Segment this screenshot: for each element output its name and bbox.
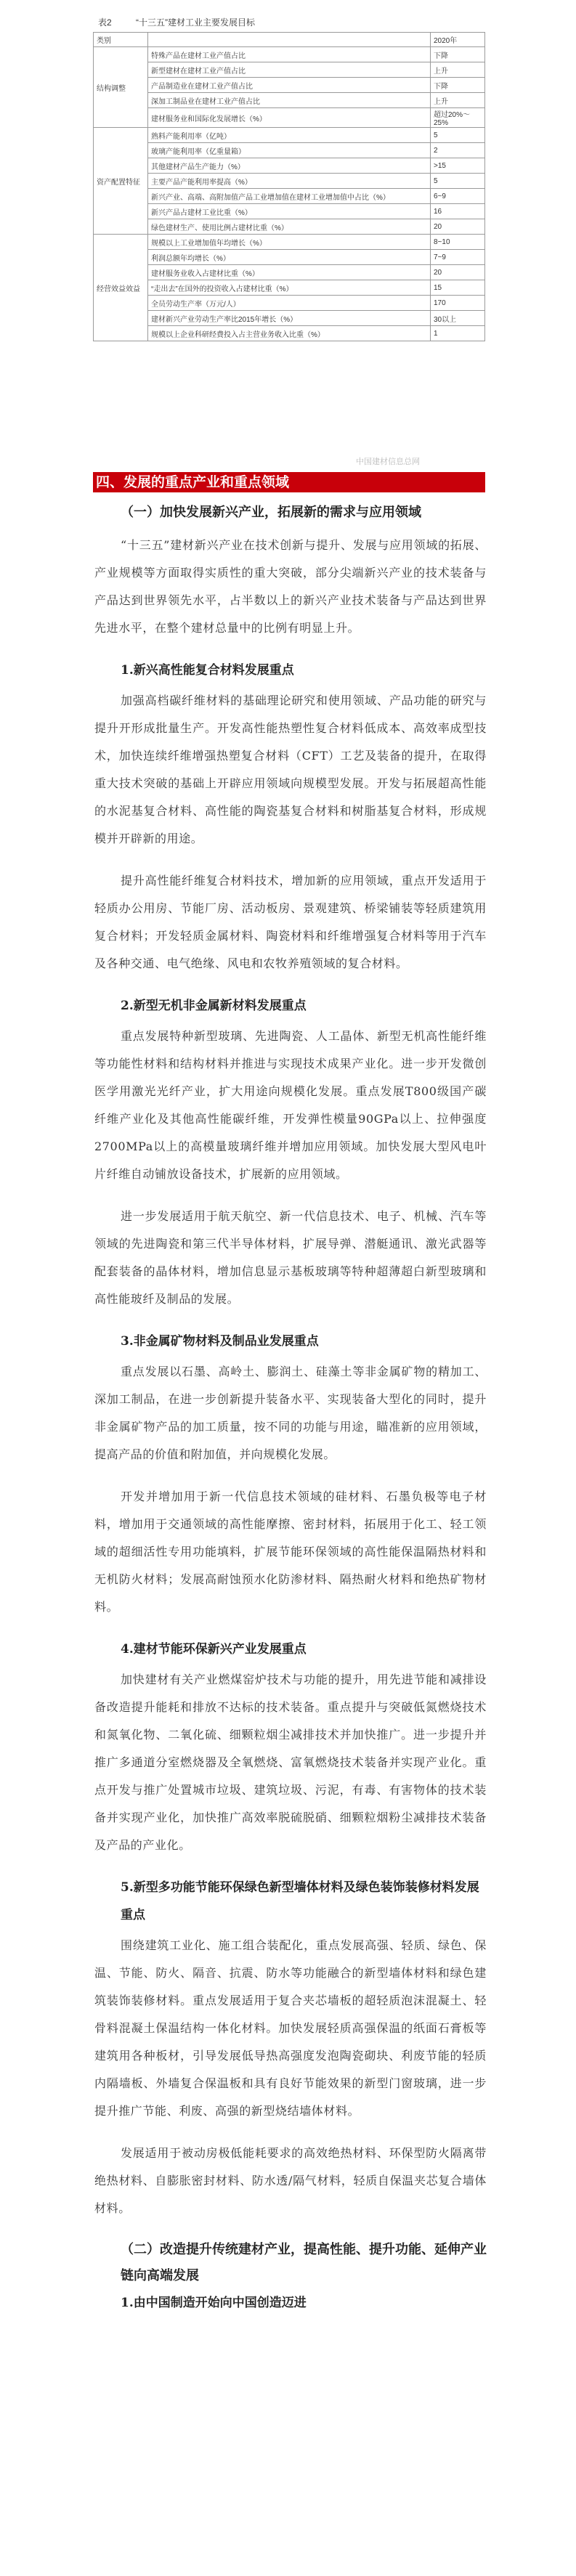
watermark-text: 中国建材信息总网 (356, 458, 420, 466)
paragraph: 进一步发展适用于航天航空、新一代信息技术、电子、机械、汽车等领域的先进陶瓷和第三代半导体材料，扩展导弹、潜艇通讯、激光武器等配套装备的晶体材料，增加信息显示基板玻璃等特种超薄超白新型玻璃和高性能玻纤及制品的发展。 (94, 1209, 487, 1306)
table-indicator-cell: 特殊产品在建材工业产值占比 (148, 47, 431, 62)
table-indicator-cell: 玻璃产能利用率（亿重量箱） (148, 143, 431, 158)
table-row (94, 78, 485, 93)
article-body (94, 500, 487, 2320)
header-category: 类别 (94, 33, 148, 47)
table-caption (98, 16, 255, 28)
table-category-cell: 结构调整 (94, 47, 148, 128)
table-indicator-cell: 全员劳动生产率（万元/人） (148, 296, 431, 311)
table-value-cell: 2 (431, 143, 485, 158)
table-indicator-cell: 主要产品产能利用率提高（%） (148, 174, 431, 189)
table-body (94, 47, 485, 341)
table-header-row (94, 33, 485, 47)
table-indicator-cell: 利润总额年均增长（%） (148, 250, 431, 265)
subheading: 1.由中国制造开始向中国创造迈进 (121, 2296, 307, 2310)
paragraph: 加强高档碳纤维材料的基础理论研究和使用领域、产品功能的研究与提升开形成批量生产。开发高性能热塑性复合材料低成本、高效率成型技术，加快连续纤维增强热塑复合材料（CFT）工艺及装备的提升，在取得重大技术突破的基础上开辟应用领域向规模型发展。开发与拓展超高性能的水泥基复合材料、高性能的陶瓷基复合材料和树脂基复合材料，形成规模并开辟新的用途。 (94, 694, 487, 845)
subheading: 1.新兴高性能复合材料发展重点 (121, 663, 294, 678)
table-indicator-cell: “走出去”在国外的投资收入占建材比重（%） (148, 280, 431, 296)
table-indicator-cell: 建材服务业和国际化发展增长（%） (148, 108, 431, 128)
table-value-cell: 15 (431, 280, 485, 296)
table-value-cell: 6~9 (431, 189, 485, 204)
table-value-cell: >15 (431, 158, 485, 174)
table-row (94, 265, 485, 280)
table-indicator-cell: 建材服务业收入占建材比重（%） (148, 265, 431, 280)
subheading: 3.非金属矿物材料及制品业发展重点 (121, 1334, 319, 1349)
table-indicator-cell: 规模以上企业科研经费投入占主营业务收入比重（%） (148, 326, 431, 341)
paragraph: 加快建材有关产业燃煤窑炉技术与功能的提升，用先进节能和减排设备改造提升能耗和排放不达标的技术装备。重点提升与突破低氮燃烧技术和氮氧化物、二氧化硫、细颗粒烟尘减排技术并加快推广。进一步提升并推广多通道分室燃烧器及全氧燃烧、富氧燃烧技术装备并实现产业化。重点开发与推广处置城市垃圾、建筑垃圾、污泥，有毒、有害物体的技术装备并实现产业化，加快推广高效率脱硫脱硝、细颗粒烟粉尘减排技术装备及产品的产业化。 (94, 1673, 487, 1852)
table-row (94, 143, 485, 158)
table-row (94, 174, 485, 189)
paragraph: 重点发展以石墨、高岭土、膨润土、硅藻土等非金属矿物的精加工、深加工制品，在进一步创新提升装备水平、实现装备大型化的同时，提升非金属矿物产品的加工质量，按不同的功能与用途，瞄准新的应用领域，提高产品的价值和附加值，并向规模化发展。 (94, 1365, 487, 1461)
table-row (94, 93, 485, 108)
table-value-cell: 上升 (431, 62, 485, 78)
paragraph: 开发并增加用于新一代信息技术领域的硅材料、石墨负极等电子材料，增加用于交通领域的高性能摩擦、密封材料，拓展用于化工、轻工领域的超细活性专用功能填料，扩展节能环保领域的高性能保温隔热材料和无机防火材料；发展高耐蚀预水化防渗材料、隔热耐火材料和绝热矿物材料。 (94, 1490, 487, 1614)
table-indicator-cell: 新型建材在建材工业产值占比 (148, 62, 431, 78)
subheading: （一）加快发展新兴产业，拓展新的需求与应用领域 (121, 505, 421, 520)
subheading: 2.新型无机非金属新材料发展重点 (121, 999, 307, 1013)
table-indicator-cell: 其他建材产品生产能力（%） (148, 158, 431, 174)
table-value-cell: 20 (431, 219, 485, 235)
table-value-cell: 1 (431, 326, 485, 341)
table-indicator-cell: 新兴产业、高端、高附加值产品工业增加值在建材工业增加值中占比（%） (148, 189, 431, 204)
development-goals-table (93, 32, 485, 341)
header-indicator (148, 33, 431, 47)
subheading: 4.建材节能环保新兴产业发展重点 (121, 1642, 307, 1657)
table-indicator-cell: 深加工制品业在建材工业产值占比 (148, 93, 431, 108)
table-row (94, 62, 485, 78)
paragraph: 发展适用于被动房极低能耗要求的高效绝热材料、环保型防火隔离带绝热材料、自膨胀密封材料、防水透/隔气材料，轻质自保温夹芯复合墙体材料。 (94, 2146, 487, 2215)
table-indicator-cell: 绿色建材生产、使用比例占建材比重（%） (148, 219, 431, 235)
table-value-cell: 170 (431, 296, 485, 311)
table-value-cell: 20 (431, 265, 485, 280)
table-indicator-cell: 规模以上工业增加值年均增长（%） (148, 235, 431, 250)
table-row (94, 311, 485, 326)
table-category-cell: 资产配置特征 (94, 128, 148, 235)
subheading: 5.新型多功能节能环保绿色新型墙体材料及绿色装饰装修材料发展重点 (121, 1880, 479, 1922)
table-value-cell: 8~10 (431, 235, 485, 250)
table-row (94, 128, 485, 143)
section-title: 四、发展的重点产业和重点领域 (93, 472, 485, 492)
table-indicator-cell: 产品制造业在建材工业产值占比 (148, 78, 431, 93)
table-row (94, 189, 485, 204)
table-value-cell: 5 (431, 128, 485, 143)
table-row (94, 235, 485, 250)
table-row (94, 296, 485, 311)
table-indicator-cell: 新兴产品占建材工业比重（%） (148, 204, 431, 219)
table-row (94, 219, 485, 235)
table-row (94, 204, 485, 219)
table-value-cell: 5 (431, 174, 485, 189)
paragraph: 围绕建筑工业化、施工组合装配化，重点发展高强、轻质、绿色、保温、节能、防火、隔音、抗震、防水等功能融合的新型墙体材料和绿色建筑装饰装修材料。重点发展适用于复合夹芯墙板的超轻质泡沫混凝土、轻骨料混凝土保温结构一体化材料。加快发展轻质高强保温的纸面石膏板等建筑用各种板材，引导发展低导热高强度发泡陶瓷砌块、利废节能的轻质内隔墙板、外墙复合保温板和具有良好节能效果的新型门窗玻璃，进一步提升推广节能、利废、高强的新型烧结墙体材料。 (94, 1938, 487, 2118)
paragraph: “十三五”建材新兴产业在技术创新与提升、发展与应用领域的拓展、产业规模等方面取得实质性的重大突破，部分尖端新兴产业的技术装备与产品达到世界领先水平，占半数以上的新兴产业技术装备与产品达到世界先进水平，在整个建材总量中的比例有明显上升。 (94, 538, 487, 635)
table-caption-number: 表2 (98, 17, 112, 28)
table-indicator-cell: 熟料产能利用率（亿吨） (148, 128, 431, 143)
subheading: （二）改造提升传统建材产业，提高性能、提升功能、延伸产业链向高端发展 (121, 2242, 487, 2283)
table-indicator-cell: 建材新兴产业劳动生产率比2015年增长（%） (148, 311, 431, 326)
table-value-cell: 30以上 (431, 311, 485, 326)
table-row (94, 158, 485, 174)
paragraph: 重点发展特种新型玻璃、先进陶瓷、人工晶体、新型无机高性能纤维等功能性材料和结构材料并推进与实现技术成果产业化。进一步开发微创医学用激光光纤产业，扩大用途向规模化发展。重点发展T800级国产碳纤维产业化及其他高性能碳纤维，开发弹性模量90GPa以上、拉伸强度2700MPa以上的高模量玻璃纤维并增加应用领域。加快发展大型风电叶片纤维自动铺放设备技术，扩展新的应用领域。 (94, 1029, 487, 1181)
table-value-cell: 16 (431, 204, 485, 219)
table-row (94, 326, 485, 341)
table-value-cell: 下降 (431, 47, 485, 62)
table-row (94, 108, 485, 128)
header-value: 2020年 (431, 33, 485, 47)
table-value-cell: 上升 (431, 93, 485, 108)
table-value-cell: 7~9 (431, 250, 485, 265)
table-row (94, 47, 485, 62)
table-row (94, 250, 485, 265)
table-category-cell: 经营效益效益 (94, 235, 148, 341)
table-row (94, 280, 485, 296)
paragraph: 提升高性能纤维复合材料技术，增加新的应用领域，重点开发适用于轻质办公用房、节能厂房、活动板房、景观建筑、桥梁铺装等轻质建筑用复合材料；开发轻质金属材料、陶瓷材料和纤维增强复合材料等用于汽车及各种交通、电气绝缘、风电和农牧养殖领域的复合材料。 (94, 874, 487, 970)
table-value-cell: 超过20%～25% (431, 108, 485, 128)
table-value-cell: 下降 (431, 78, 485, 93)
table-caption-title: “十三五”建材工业主要发展目标 (136, 17, 256, 28)
